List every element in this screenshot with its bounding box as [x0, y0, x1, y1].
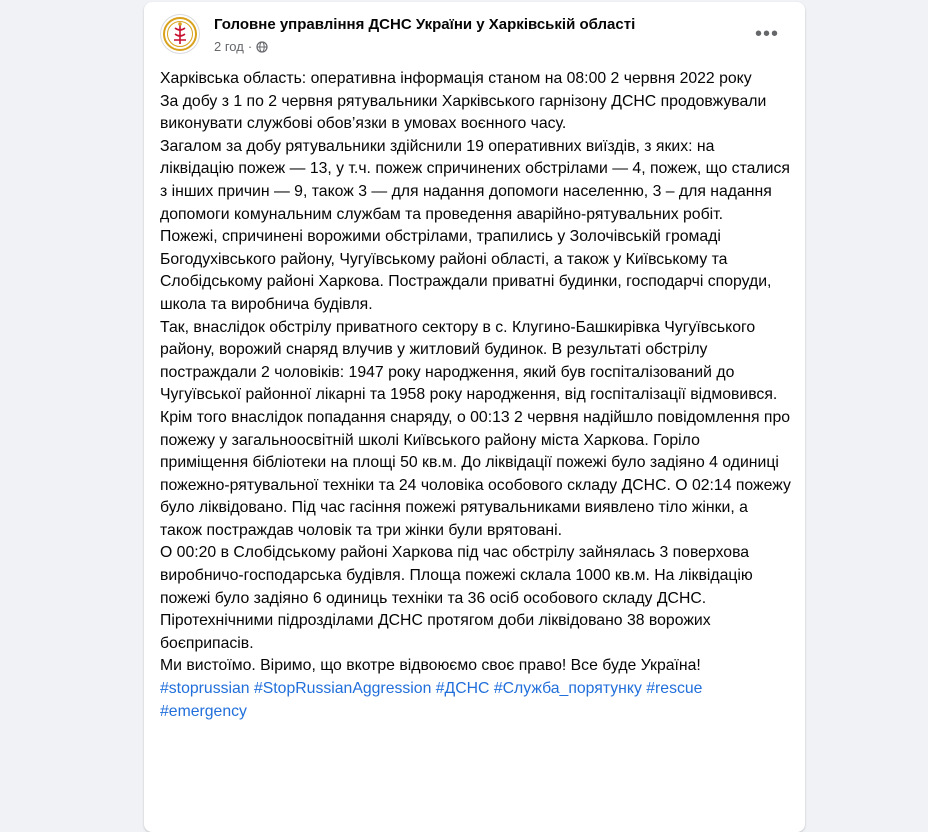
page-name-link[interactable]: Головне управління ДСНС України у Харківській області	[214, 16, 636, 33]
post-paragraph: За добу з 1 по 2 червня рятувальники Харківського гарнізону ДСНС продовжували виконувати службові обов’язки в умовах воєнного часу.	[160, 92, 767, 133]
globe-icon	[256, 41, 268, 53]
post-time[interactable]: 2 год	[214, 39, 244, 54]
post-paragraph: О 00:20 в Слобідському районі Харкова під час обстрілу зайнялась 3 поверхова виробничо-господарська будівля. Площа пожежі склала 1000 кв.м. На ліквідацію пожежі було задіяно 6 одиниць техніки та 36 осіб особового складу ДСНС.	[160, 544, 753, 607]
post-paragraph: Так, внаслідок обстрілу приватного сектору в с. Клугино-Башкирівка Чугуївського району, ворожий снаряд влучив у житловий будинок. В результаті обстрілу постраждали 2 чоловіків: 1947 року народження, який був госпіталізований до Чугуївської районної лікарні та 1958 року народження, від госпіталізації відмовився.	[160, 318, 778, 404]
post-paragraph: Крім того внаслідок попадання снаряду, о 00:13 2 червня надійшло повідомлення про пожежу у загальноосвітній школі Київського району міста Харкова. Горіло приміщення бібліотеки на площі 50 кв.м. До ліквідації пожежі було задіяно 4 одиниці пожежно-рятувальної техніки та 24 чоловіка особового складу ДСНС. О 02:14 пожежу було ліквідовано. Під час гасіння пожежі рятувальниками виявлено тіло жінки, а також постраждав чоловік та три жінки були врятовані.	[160, 408, 791, 539]
more-horizontal-icon: •••	[754, 22, 779, 45]
page-avatar[interactable]	[160, 14, 200, 54]
hashtag-link[interactable]: #Служба_порятунку	[493, 680, 642, 698]
dsns-emblem-icon	[162, 16, 198, 52]
post-paragraph: Піротехнічними підрозділами ДСНС протягом доби ліквідовано 38 ворожих боєприпасів.	[160, 612, 711, 652]
post-paragraph: Загалом за добу рятувальники здійснили 19 оперативних виїздів, з яких: на ліквідацію пожеж — 13, у т.ч. пожеж спричинених обстрілами — 4, пожеж, що сталися з інших причин — 9, також 3 — для надання допомоги населенню, 3 – для надання допомоги комунальним службам та проведення аварійно-рятувальних робіт.	[160, 137, 790, 223]
meta-separator: ·	[247, 39, 253, 54]
post-body	[160, 68, 792, 723]
hashtag-link[interactable]: #ДСНС	[435, 680, 490, 698]
post-header	[160, 14, 789, 58]
hashtag-link[interactable]: #rescue	[646, 680, 703, 698]
hashtag-link[interactable]: #stoprussian	[160, 680, 250, 698]
post-meta	[214, 39, 268, 54]
post-paragraph: Харківська область: оперативна інформація станом на 08:00 2 червня 2022 року	[160, 70, 752, 87]
hashtags	[160, 678, 792, 723]
more-options-button[interactable]	[753, 20, 781, 48]
hashtag-link[interactable]: #emergency	[160, 702, 247, 720]
hashtag-link[interactable]: #StopRussianAggression	[253, 680, 432, 698]
post-paragraph: Ми вистоїмо. Віримо, що вкотре відвоюємо своє право! Все буде Україна!	[160, 657, 701, 675]
post-card	[144, 2, 805, 832]
post-paragraph: Пожежі, спричинені ворожими обстрілами, трапились у Золочівській громаді Богодухівського району, Чугуївському районі області, а також у Київському та Слобідському районі Харкова. Постраждали приватні будинки, господарчі споруди, школа та виробнича будівля.	[160, 228, 772, 313]
